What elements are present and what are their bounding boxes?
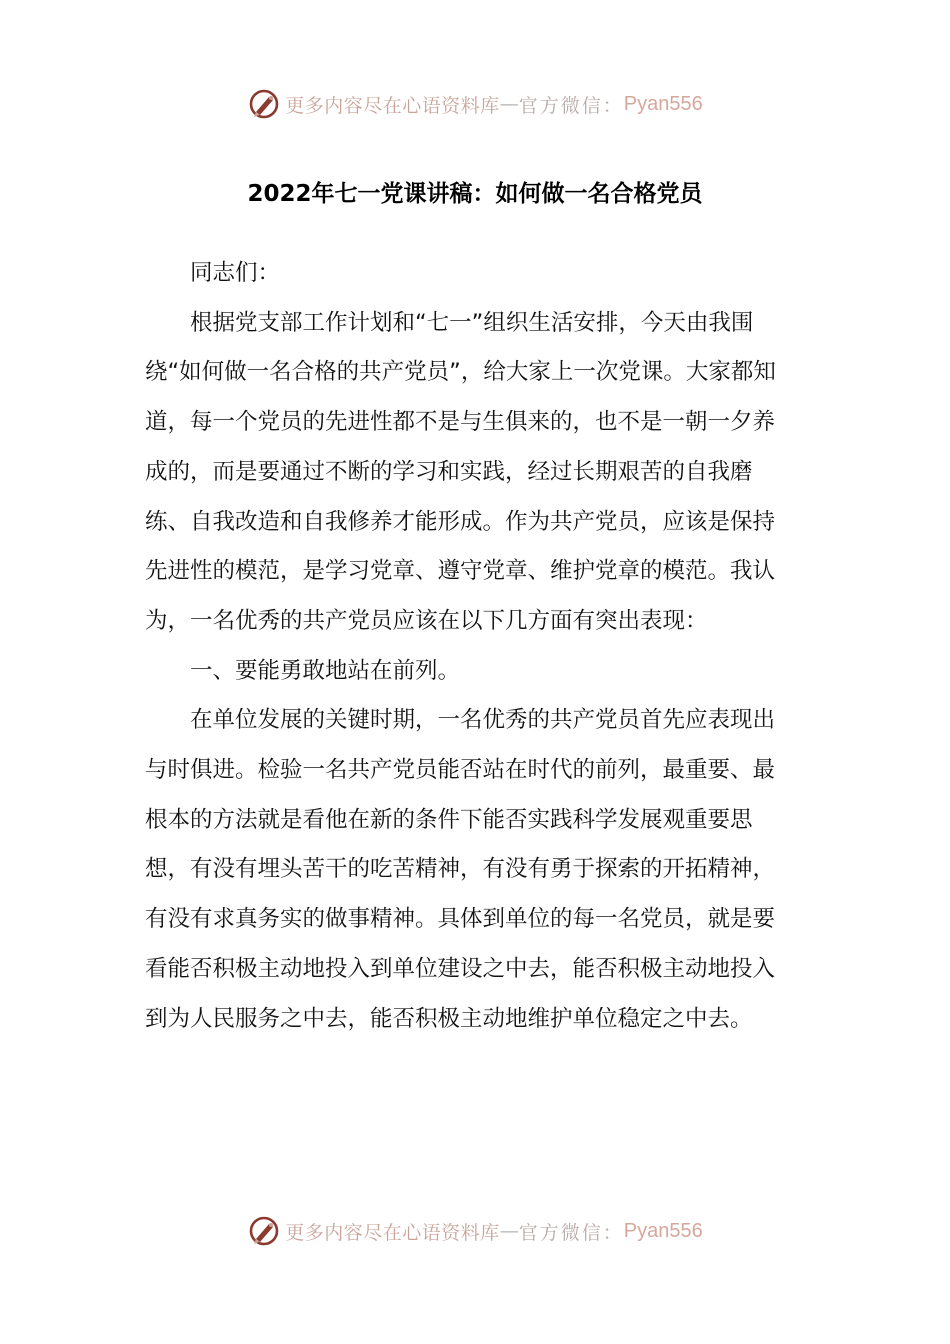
- banner-dash: —: [499, 1220, 519, 1242]
- body-paragraph: 在单位发展的关键时期，一名优秀的共产党员首先应表现出与时俱进。检验一名共产党员能否站在时代的前列，最重要、最根本的方法就是看他在新的条件下能否实践科学发展观重要思想，有没有埋头苦干的吃苦精神，有没有勇于探索的开拓精神，有没有求真务实的做事精神。具体到单位的每一名党员，就是要看能否积极主动地投入到单位建设之中去，能否积极主动地投入到为人民服务之中去，能否积极主动地维护单位稳定之中去。: [145, 707, 776, 1032]
- banner-text: 更多内容尽在心语资料库: [285, 1221, 500, 1244]
- banner-wechat-id: Pyan556: [623, 92, 703, 115]
- pen-circle-logo-icon: [247, 87, 281, 121]
- banner-wechat-label: 官方微信：: [518, 94, 624, 117]
- banner-wechat-label: 官方微信：: [518, 1221, 624, 1244]
- banner-text: 更多内容尽在心语资料库: [285, 94, 500, 117]
- body-paragraph: 根据党支部工作计划和“七一”组织生活安排，今天由我围绕“如何做一名合格的共产党员”，给大家上一次党课。大家都知道，每一个党员的先进性都不是与生俱来的，也不是一朝一夕养成的，而是要通过不断的学习和实践，经过长期艰苦的自我磨练、自我改造和自我修养才能形成。作为共产党员，应该是保持先进性的模范，是学习党章、遵守党章、维护党章的模范。我认为，一名优秀的共产党员应该在以下几方面有突出表现：: [145, 309, 776, 634]
- salutation-paragraph: 同志们：: [190, 260, 281, 286]
- section-heading: 一、要能勇敢地站在前列。: [190, 657, 461, 684]
- header-banner: [0, 84, 950, 124]
- document-body: [145, 249, 795, 1044]
- footer-banner: [0, 1211, 950, 1251]
- pen-circle-logo-icon: [247, 1214, 281, 1248]
- banner-dash: —: [499, 93, 519, 115]
- banner-wechat-id: Pyan556: [623, 1219, 703, 1242]
- document-title: 2022年七一党课讲稿：如何做一名合格党员: [247, 181, 703, 207]
